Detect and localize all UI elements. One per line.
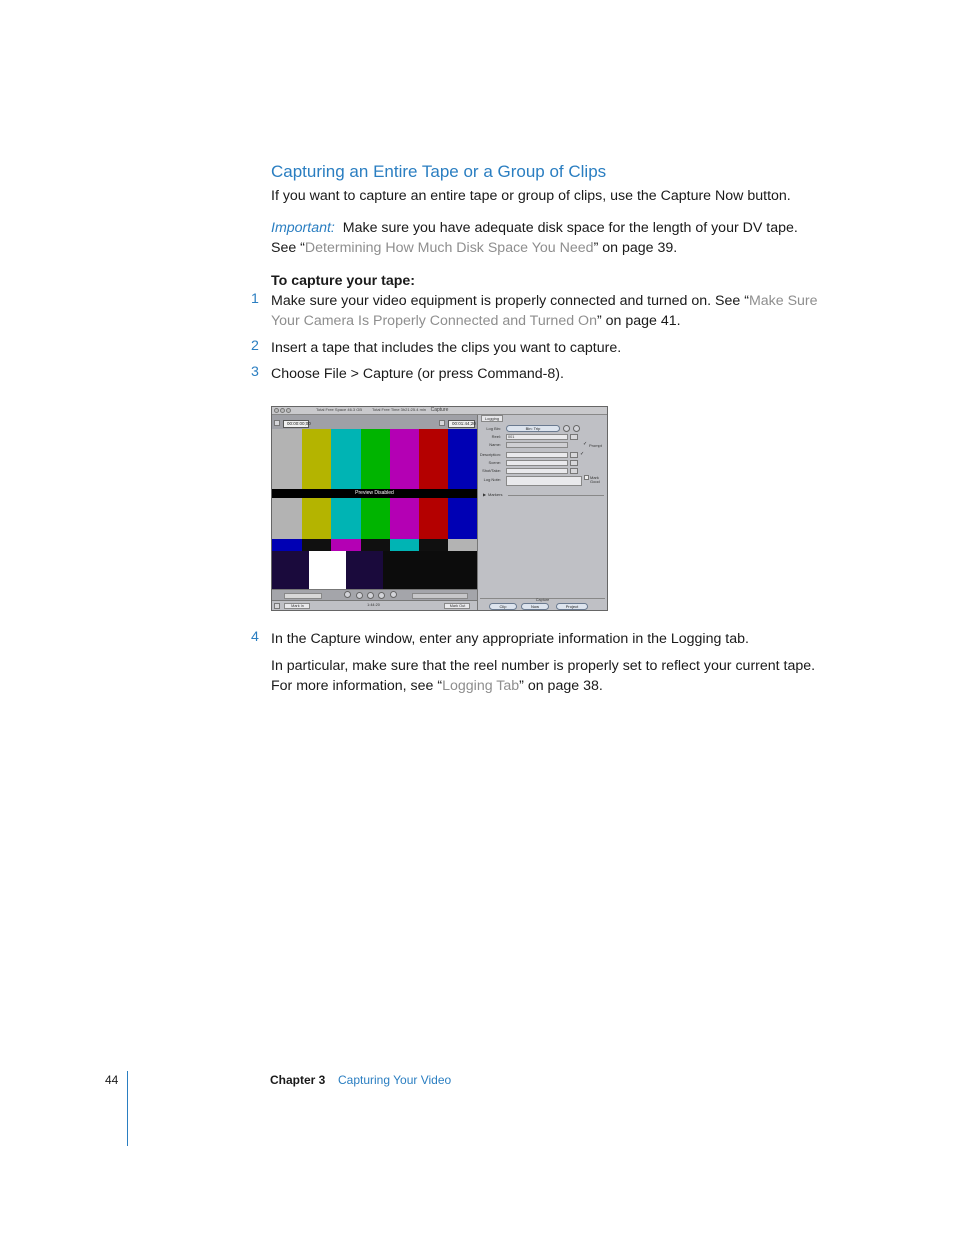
- disk-space-readout: Total Free Space 46.3 GB: [316, 407, 363, 412]
- step-1-suffix: ” on page 41.: [596, 313, 681, 329]
- important-see: [271, 238, 677, 258]
- capture-group-label: Capture: [535, 598, 550, 602]
- duration-icon: [439, 420, 445, 426]
- scene-label: Scene:: [488, 460, 501, 465]
- step-4-paragraph-line1: In particular, make sure that the reel number is properly set to reflect your current tape.: [271, 658, 816, 674]
- slate-icon[interactable]: [570, 468, 578, 474]
- slate-icon[interactable]: [570, 452, 578, 458]
- description-label: Description:: [479, 452, 501, 457]
- step-1-text-cont: [271, 311, 681, 331]
- timecode-out[interactable]: 00:01:44;20: [448, 420, 475, 428]
- reel-label: Reel:: [491, 434, 501, 439]
- scene-field[interactable]: [506, 460, 568, 466]
- section-title: Capturing an Entire Tape or a Group of Clips: [271, 162, 607, 181]
- name-field[interactable]: [506, 442, 568, 448]
- video-preview-pane: [272, 415, 477, 611]
- capture-group: [480, 598, 605, 611]
- mark-in-field[interactable]: Mark In: [284, 603, 310, 609]
- description-field[interactable]: [506, 452, 568, 458]
- window-titlebar: [272, 407, 607, 415]
- slate-icon[interactable]: [570, 460, 578, 466]
- shot-take-field[interactable]: [506, 468, 568, 474]
- footer-rule: [127, 1071, 128, 1146]
- log-note-field[interactable]: [506, 476, 582, 486]
- play-icon[interactable]: [367, 592, 374, 599]
- color-bars: [272, 429, 477, 611]
- intro-paragraph: If you want to capture an entire tape or group of clips, use the Capture Now button.: [271, 188, 791, 204]
- step-1-line: Make sure your video equipment is properly connected and turned on. See “: [271, 293, 749, 309]
- chapter-title: Capturing Your Video: [338, 1073, 452, 1087]
- shot-take-label: Shot/Take:: [482, 468, 501, 473]
- chapter-label: Chapter 3: [270, 1073, 326, 1087]
- see-suffix: ” on page 39.: [593, 240, 678, 256]
- capture-project-button[interactable]: Project: [556, 603, 588, 610]
- mark-good-checkbox[interactable]: [584, 475, 589, 480]
- camera-link-b[interactable]: Your Camera Is Properly Connected and Turned On: [271, 313, 597, 329]
- log-bin-button[interactable]: Bin: Trip: [506, 425, 560, 432]
- logging-tab-link[interactable]: Logging Tab: [442, 678, 520, 694]
- step-number: 2: [251, 338, 259, 354]
- see-prefix: See “: [271, 240, 305, 256]
- stop-icon[interactable]: [356, 592, 363, 599]
- checkmark-icon[interactable]: ✓: [583, 441, 588, 447]
- rewind-icon[interactable]: [344, 591, 351, 598]
- window-title: Capture: [430, 407, 449, 413]
- jog-icon: [274, 420, 280, 426]
- important-label: Important:: [271, 220, 335, 236]
- procedure-heading: To capture your tape:: [271, 273, 415, 289]
- disclosure-triangle-icon[interactable]: ▶: [483, 492, 487, 497]
- timecode-in[interactable]: 00:00:00;00: [283, 420, 309, 428]
- duration-display: 1:44:20: [367, 603, 380, 607]
- step-2-text: Insert a tape that includes the clips you want to capture.: [271, 340, 622, 356]
- log-note-label: Log Note:: [483, 477, 501, 482]
- reel-field[interactable]: 001: [506, 434, 568, 440]
- step-number: 3: [251, 364, 259, 380]
- mark-bar: [272, 600, 477, 611]
- markers-label: Markers: [488, 492, 503, 497]
- camera-link-a[interactable]: Make Sure: [748, 293, 818, 309]
- log-bin-up-icon[interactable]: [563, 425, 570, 432]
- log-bin-label: Log Bin:: [486, 426, 501, 431]
- tab-logging[interactable]: Logging: [481, 415, 503, 422]
- page-number: 44: [105, 1073, 119, 1087]
- checkmark-icon[interactable]: ✓: [580, 451, 585, 457]
- logging-pane: [477, 415, 608, 611]
- fast-forward-icon[interactable]: [390, 591, 397, 598]
- mark-good-label: Mark Good: [590, 475, 600, 484]
- step-4-paragraph-line2: [271, 676, 603, 696]
- more-info-prefix: For more information, see “: [271, 678, 443, 694]
- step-number: 1: [251, 291, 259, 307]
- capture-window-screenshot: [271, 406, 608, 611]
- slate-icon[interactable]: [570, 434, 578, 440]
- step-number: 4: [251, 629, 259, 645]
- shuttle-slider[interactable]: [284, 593, 322, 599]
- prompt-label: Prompt: [589, 443, 602, 448]
- step-3-text: Choose File > Capture (or press Command-8).: [271, 366, 564, 382]
- preview-disabled-banner: Preview Disabled: [272, 489, 477, 498]
- more-info-suffix: ” on page 38.: [519, 678, 603, 694]
- important-text: Make sure you have adequate disk space for the length of your DV tape.: [342, 220, 798, 236]
- disk-space-link[interactable]: Determining How Much Disk Space You Need: [304, 240, 594, 256]
- important-note: [271, 218, 798, 238]
- mark-out-field[interactable]: Mark Out: [444, 603, 470, 609]
- new-bin-icon[interactable]: [573, 425, 580, 432]
- step-4-text: In the Capture window, enter any appropriate information in the Logging tab.: [271, 631, 749, 647]
- jog-slider[interactable]: [412, 593, 468, 599]
- step-1-text: [271, 291, 818, 311]
- capture-now-button[interactable]: Now: [521, 603, 549, 610]
- transport-bar: [272, 589, 477, 600]
- in-point-icon: [274, 603, 280, 609]
- free-time-readout: Total Free Time 3h21:25.4 min: [372, 407, 427, 412]
- name-label: Name:: [489, 442, 501, 447]
- pause-icon[interactable]: [378, 592, 385, 599]
- capture-clip-button[interactable]: Clip: [489, 603, 517, 610]
- markers-divider: [508, 495, 604, 496]
